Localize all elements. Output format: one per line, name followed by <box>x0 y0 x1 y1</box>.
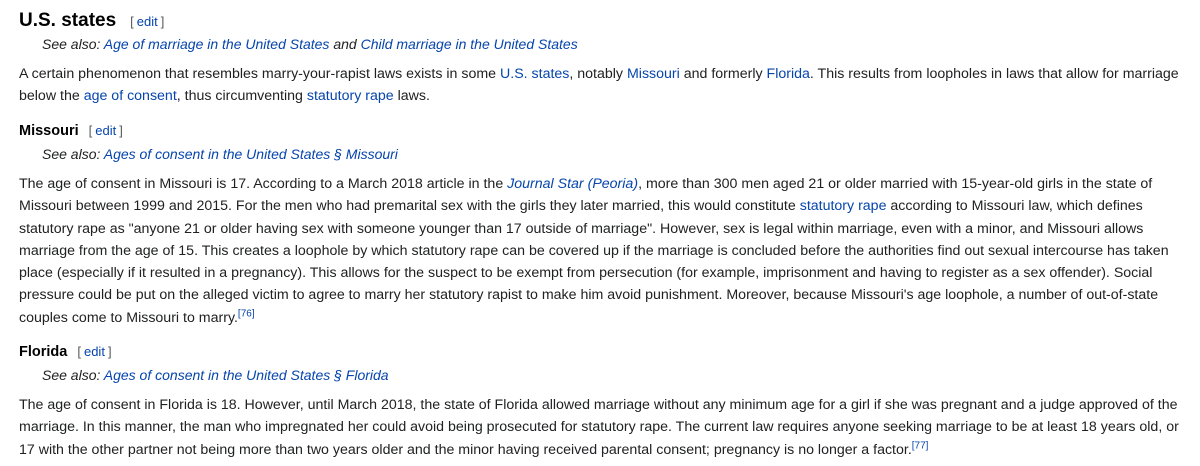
edit-link-florida[interactable]: edit <box>83 344 105 359</box>
paragraph-us-states: A certain phenomenon that resembles marry-your-rapist laws exists in some U.S. states, notably Missouri and formerly Florida. This results from loopholes in laws that allow for marriage below the age of consent, thus circumventing statutory rape laws. <box>19 66 1179 105</box>
section-heading-florida <box>19 342 112 362</box>
edit-link-us-states[interactable]: edit <box>136 14 158 29</box>
heading-text: Missouri <box>19 123 79 139</box>
link-age-of-consent[interactable]: age of consent <box>83 88 177 105</box>
edit-section: [ edit ] <box>88 123 123 138</box>
heading-text: U.S. states <box>19 10 117 31</box>
link-missouri[interactable]: Missouri <box>626 66 680 82</box>
citation-76[interactable]: [76] <box>237 308 255 320</box>
hatnote-link-ages-of-consent-florida[interactable]: Ages of consent in the United States § Florida <box>103 367 389 383</box>
link-florida[interactable]: Florida <box>766 66 810 82</box>
citation-77[interactable]: [77] <box>911 439 929 451</box>
link-journal-star[interactable]: Journal Star (Peoria) <box>507 176 639 192</box>
link-statutory-rape-missouri[interactable]: statutory rape <box>799 198 887 215</box>
section-heading-missouri <box>19 121 123 141</box>
link-statutory-rape[interactable]: statutory rape <box>306 88 394 105</box>
paragraph-florida: The age of consent in Florida is 18. However, until March 2018, the state of Florida allowed marriage without any minimum age for a girl if she was pregnant and a judge approved of the marriage. In this manner, the man who impregnated her could avoid being prosecuted for statutory rape. The current law requires anyone seeking marriage to be at least 18 years old, or 17 with the other partner not being more than two years older and the minor having received parental consent; pregnancy is no longer a factor.[77] <box>19 397 1179 458</box>
hatnote-us-states: See also: Age of marriage in the United States and Child marriage in the United States <box>42 36 578 52</box>
edit-link-missouri[interactable]: edit <box>95 123 117 138</box>
hatnote-link-child-marriage[interactable]: Child marriage in the United States <box>360 36 578 52</box>
section-heading-us-states <box>19 8 164 35</box>
heading-text: Florida <box>19 344 68 360</box>
hatnote-florida: See also: Ages of consent in the United States § Florida <box>42 367 389 383</box>
link-us-states[interactable]: U.S. states <box>500 66 570 82</box>
hatnote-link-age-of-marriage[interactable]: Age of marriage in the United States <box>103 36 330 52</box>
edit-section: [ edit ] <box>130 14 165 29</box>
paragraph-missouri: The age of consent in Missouri is 17. According to a March 2018 article in the Journal Star (Peoria), more than 300 men aged 21 or older married with 15-year-old girls in the state of Missouri between 1999 and 2015. For the men who had premarital sex with the girls they later married, this would constitute statutory rape according to Missouri law, which defines statutory rape as "anyone 21 or older having sex with someone younger than 17 outside of marriage". However, sex is legal within marriage, even with a minor, and Missouri allows marriage from the age of 15. This creates a loophole by which statutory rape can be covered up if the marriage is concluded before the authorities find out sexual intercourse has taken place (especially if it resulted in a pregnancy). This allows for the suspect to be exempt from persecution (for example, imprisonment and having to register as a sex offender). Social pressure could be put on the alleged victim to agree to marry her statutory rapist to make him avoid punishment. Moreover, because Missouri's age loophole, a number of out-of-state couples come to Missouri to marry.[76] <box>19 176 1169 326</box>
edit-section: [ edit ] <box>77 344 112 359</box>
hatnote-missouri: See also: Ages of consent in the United States § Missouri <box>42 146 398 162</box>
hatnote-link-ages-of-consent-missouri[interactable]: Ages of consent in the United States § Missouri <box>103 146 398 162</box>
